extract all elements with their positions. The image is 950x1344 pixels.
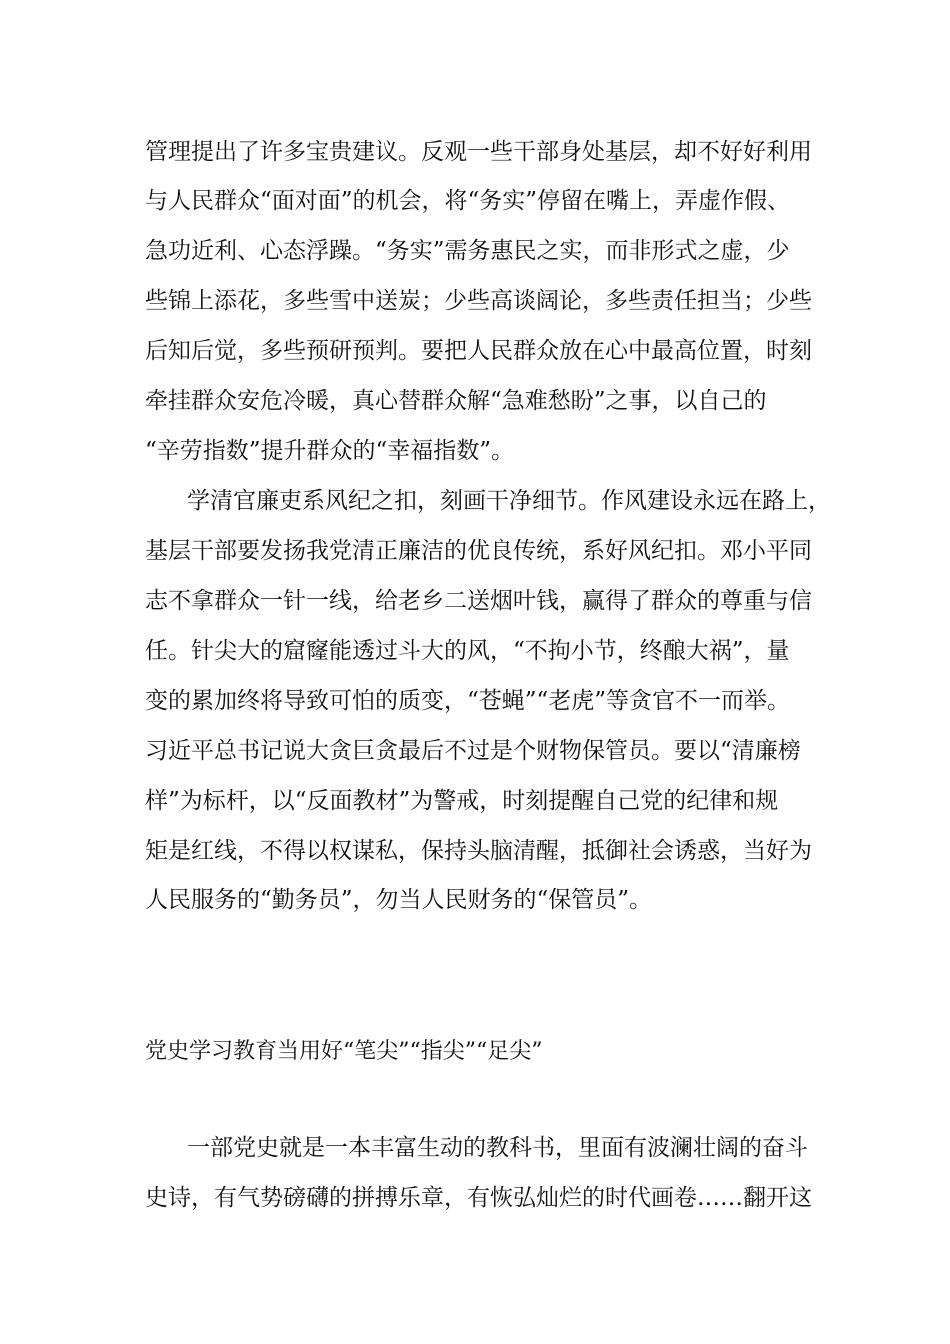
text-line: 基层干部要发扬我党清正廉洁的优良传统，系好风纪扣。邓小平同 [145,538,812,564]
text-line: 学清官廉吏系风纪之扣，刻画干净细节。作风建设永远在路上， [187,488,831,514]
text-line: 管理提出了许多宝贵建议。反观一些干部身处基层，却不好好利用 [145,139,812,165]
text-line: 后知后觉，多些预研预判。要把人民群众放在心中最高位置，时刻 [145,338,812,364]
text-line: 一部党史就是一本丰富生动的教科书，里面有波澜壮阔的奋斗 [187,1135,808,1161]
text-line: 人民服务的“勤务员”，勿当人民财务的“保管员”。 [145,887,653,913]
text-line: 习近平总书记说大贪巨贪最后不过是个财物保管员。要以“清廉榜 [145,738,801,764]
text-line: 些锦上添花，多些雪中送炭；少些高谈阔论，多些责任担当；少些 [145,288,812,314]
text-line: 志不拿群众一针一线，给老乡二送烟叶钱，赢得了群众的尊重与信 [145,588,812,614]
text-line: 任。针尖大的窟窿能透过斗大的风，“不拘小节，终酿大祸”，量 [145,638,790,664]
section-heading: 党史学习教育当用好“笔尖”“指尖”“足尖” [145,1039,543,1064]
text-line: 急功近利、心态浮躁。“务实”需务惠民之实，而非形式之虚，少 [145,238,790,264]
text-line: 矩是红线，不得以权谋私，保持头脑清醒，抵御社会诱惑，当好为 [145,838,812,864]
text-line: 史诗，有气势磅礴的拼搏乐章，有恢弘灿烂的时代画卷……翻开这 [145,1185,812,1211]
text-line: “辛劳指数”提升群众的“幸福指数”。 [145,438,515,464]
text-line: 变的累加终将导致可怕的质变，“苍蝇”“老虎”等贪官不一而举。 [145,688,791,714]
text-line: 牵挂群众安危冷暖，真心替群众解“急难愁盼”之事，以自己的 [145,388,767,414]
text-line: 与人民群众“面对面”的机会，将“务实”停留在嘴上，弄虚作假、 [145,188,791,214]
text-line: 样”为标杆，以“反面教材”为警戒，时刻提醒自己党的纪律和规 [145,788,779,814]
